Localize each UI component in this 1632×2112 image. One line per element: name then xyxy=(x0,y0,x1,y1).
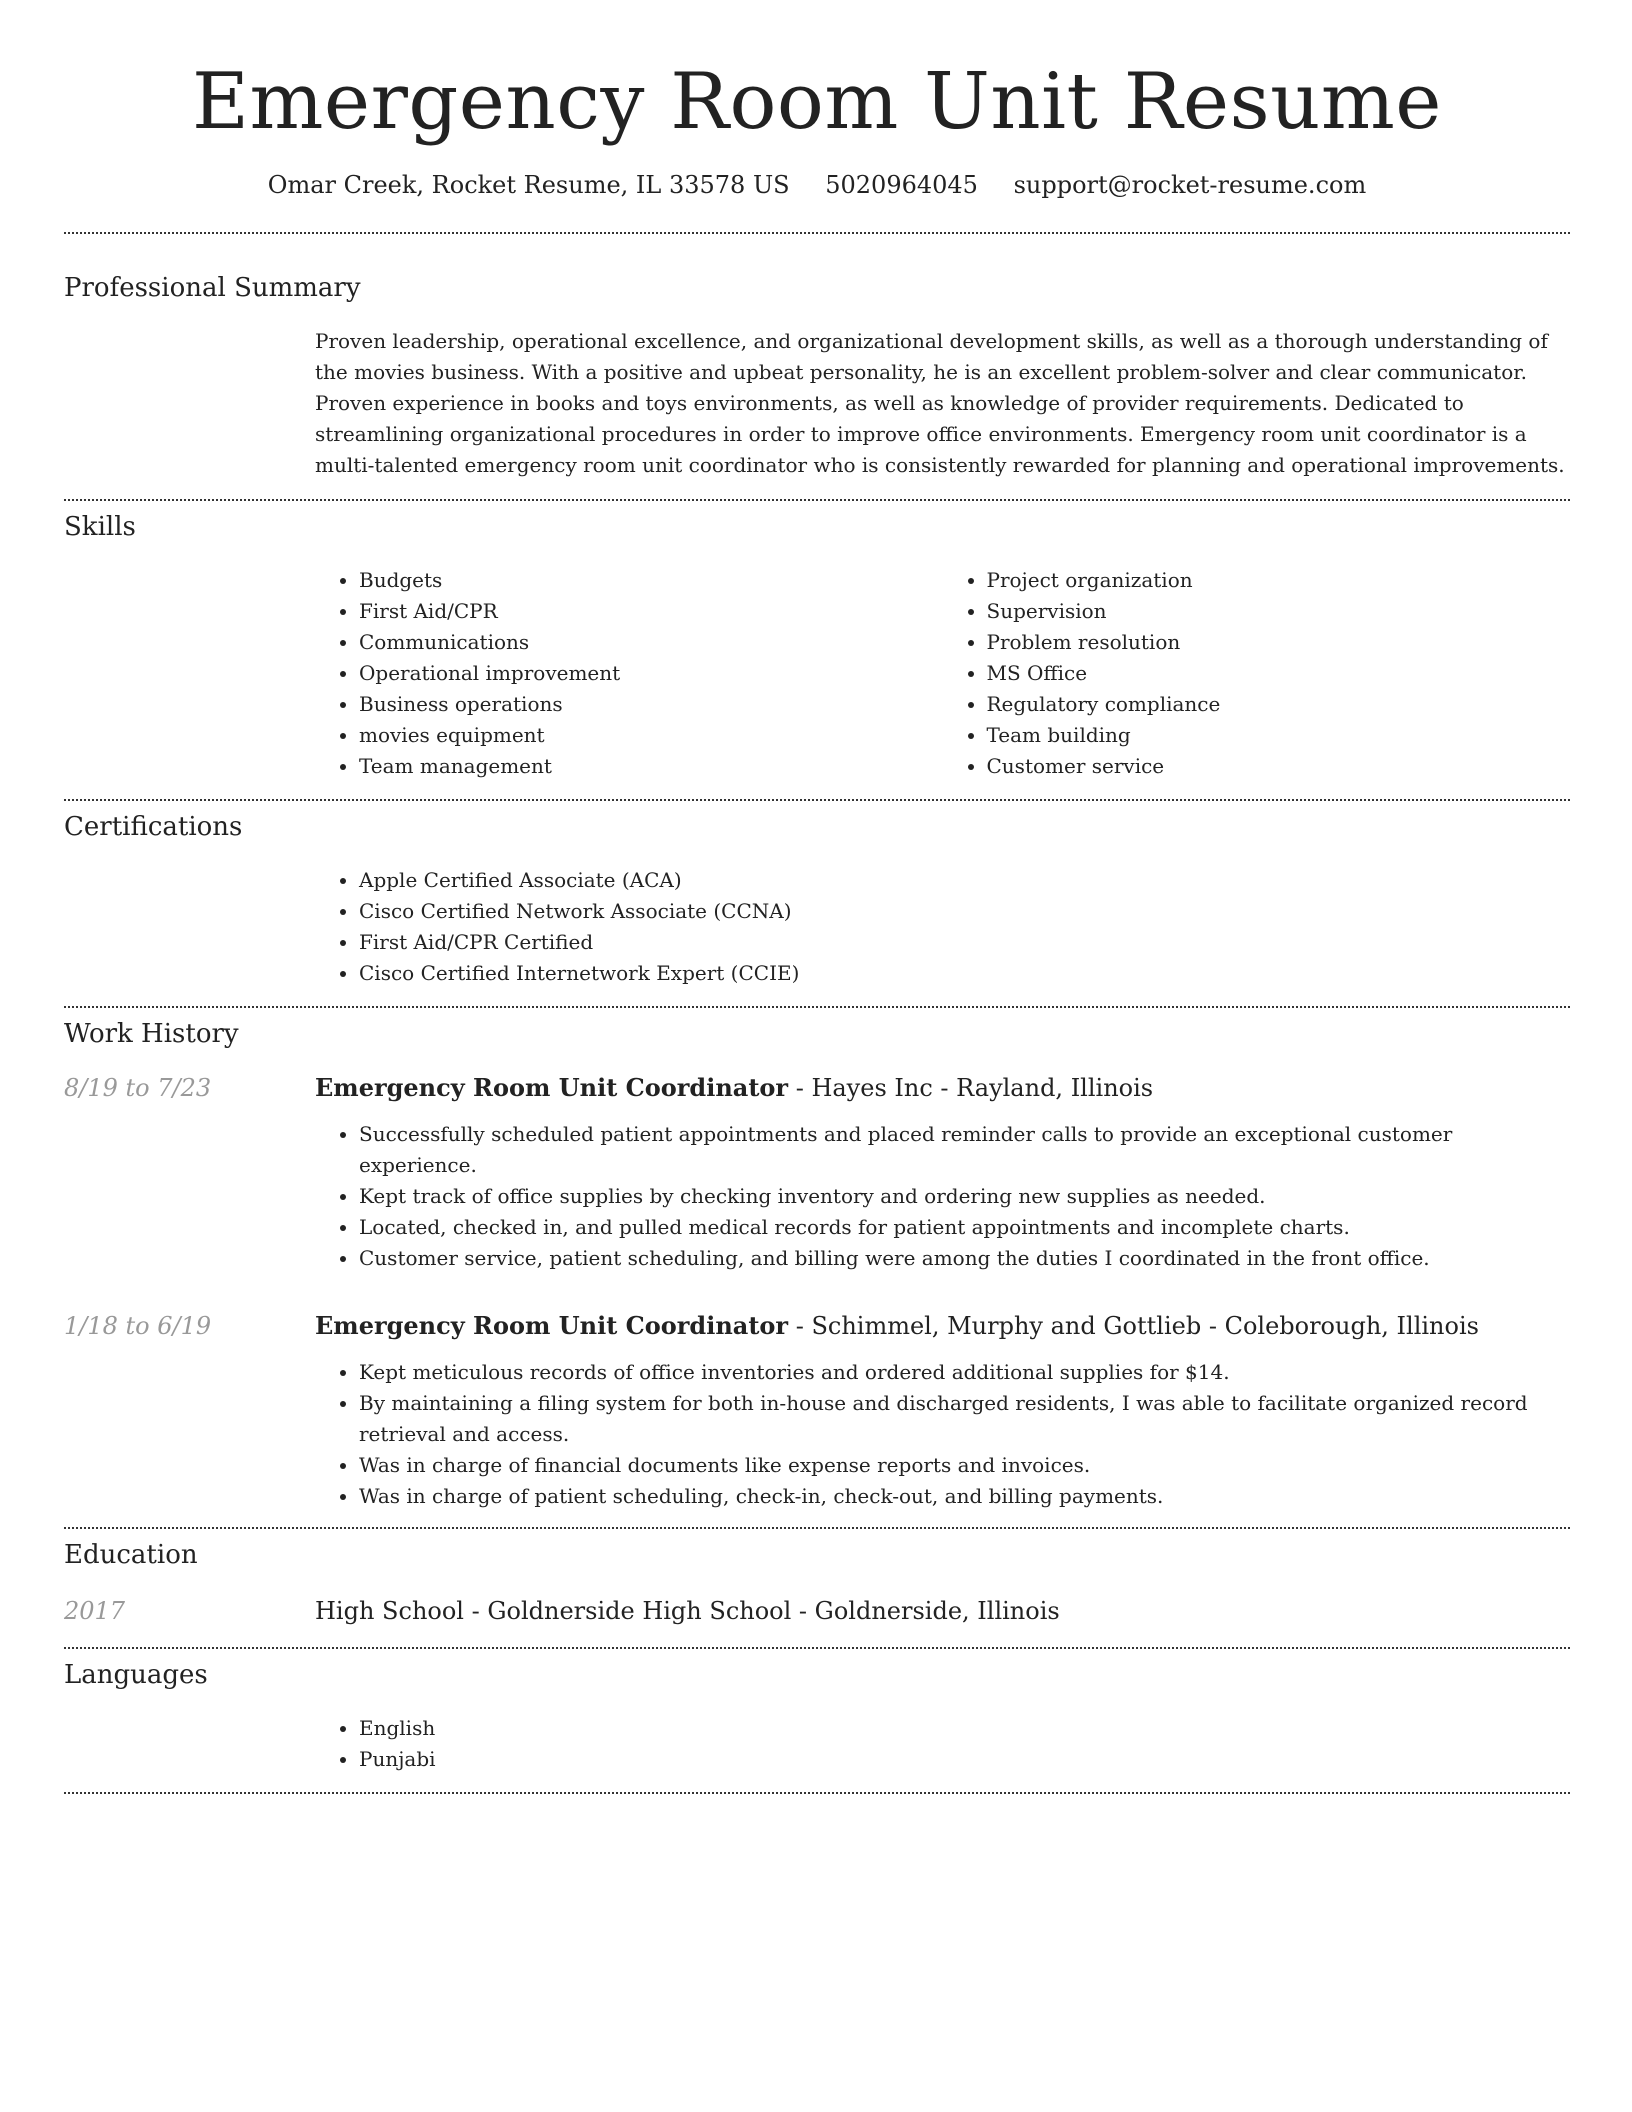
job-dates: 8/19 to 7/23 xyxy=(64,1074,212,1102)
section-title-education: Education xyxy=(64,1540,198,1570)
divider xyxy=(64,799,1570,801)
education-heading xyxy=(315,1595,1570,1627)
skills-list-right xyxy=(943,565,1571,782)
separator: - xyxy=(788,1312,812,1340)
list-item: • Communications xyxy=(359,627,943,658)
languages-list xyxy=(315,1713,1570,1775)
separator: - xyxy=(463,1597,488,1625)
divider xyxy=(64,1792,1570,1794)
separator: - xyxy=(1201,1312,1225,1340)
contact-phone: 5020964045 xyxy=(825,171,978,199)
divider xyxy=(64,1527,1570,1529)
education-location: Goldnerside, Illinois xyxy=(814,1597,1060,1625)
job-duties xyxy=(315,1119,1570,1274)
job-location: Coleborough, Illinois xyxy=(1224,1312,1479,1340)
summary-text: Proven leadership, operational excellence, and organizational development skills, as well as a thorough understanding of the movies business. With a positive and upbeat personality, he is an excellent problem-solver and clear communicator. Proven experience in books and toys environments, as well as knowledge of provider requirements. Dedicated to streamlining organizational procedures in order to improve office environments. Emergency room unit coordinator is a multi-talented emergency room unit coordinator who is consistently rewarded for planning and operational improvements. xyxy=(315,329,1565,477)
list-item: • Regulatory compliance xyxy=(987,689,1571,720)
section-languages xyxy=(64,1659,1570,1775)
divider xyxy=(64,499,1570,501)
list-item: • Project organization xyxy=(987,565,1571,596)
list-item: • Cisco Certified Internetwork Expert (CCIE) xyxy=(359,958,1570,989)
list-item: • Team building xyxy=(987,720,1571,751)
list-item: • First Aid/CPR Certified xyxy=(359,927,1570,958)
resume-page xyxy=(64,0,1570,1794)
list-item: • By maintaining a filing system for both in-house and discharged residents, I was able to facilitate organized record retrieval and access. xyxy=(359,1388,1570,1450)
section-title-summary: Professional Summary xyxy=(64,273,361,303)
list-item: • Team management xyxy=(359,751,943,782)
education-entry xyxy=(64,1595,1570,1627)
job-company: Hayes Inc xyxy=(811,1074,933,1102)
list-item: • Successfully scheduled patient appointments and placed reminder calls to provide an exceptional customer experience. xyxy=(359,1119,1570,1181)
list-item: • Kept meticulous records of office inventories and ordered additional supplies for $14. xyxy=(359,1357,1570,1388)
separator: - xyxy=(791,1597,815,1625)
section-summary xyxy=(64,272,1570,481)
job-role: Emergency Room Unit Coordinator xyxy=(315,1073,789,1102)
contact-email[interactable]: support@rocket-resume.com xyxy=(1013,171,1367,199)
section-title-skills: Skills xyxy=(64,512,136,542)
job-location: Rayland, Illinois xyxy=(956,1074,1154,1102)
job-duties xyxy=(315,1357,1570,1512)
skills-list-left xyxy=(315,565,943,782)
section-certifications xyxy=(64,811,1570,989)
section-skills xyxy=(64,511,1570,782)
job-dates: 1/18 to 6/19 xyxy=(64,1312,212,1340)
list-item: • Located, checked in, and pulled medical records for patient appointments and incomplete charts. xyxy=(359,1212,1570,1243)
education-school: Goldnerside High School xyxy=(487,1597,792,1625)
contact-address: Omar Creek, Rocket Resume, IL 33578 US xyxy=(267,171,790,199)
section-title-languages: Languages xyxy=(64,1660,208,1690)
list-item: • Kept track of office supplies by checking inventory and ordering new supplies as needed. xyxy=(359,1181,1570,1212)
job-role: Emergency Room Unit Coordinator xyxy=(315,1311,789,1340)
list-item: • Was in charge of financial documents like expense reports and invoices. xyxy=(359,1450,1570,1481)
job-entry xyxy=(64,1310,1570,1512)
section-title-work: Work History xyxy=(64,1019,239,1049)
section-education xyxy=(64,1539,1570,1627)
list-item: • Was in charge of patient scheduling, check-in, check-out, and billing payments. xyxy=(359,1481,1570,1512)
list-item: • Apple Certified Associate (ACA) xyxy=(359,865,1570,896)
list-item: • MS Office xyxy=(987,658,1571,689)
education-degree: High School xyxy=(315,1597,464,1625)
list-item: • Cisco Certified Network Associate (CCNA) xyxy=(359,896,1570,927)
list-item: • Problem resolution xyxy=(987,627,1571,658)
separator: - xyxy=(932,1074,957,1102)
separator: - xyxy=(788,1074,812,1102)
list-item: • Customer service, patient scheduling, and billing were among the duties I coordinated in the front office. xyxy=(359,1243,1570,1274)
section-work-history xyxy=(64,1018,1570,1512)
divider xyxy=(64,1006,1570,1008)
certifications-list xyxy=(315,865,1570,989)
list-item: • Budgets xyxy=(359,565,943,596)
list-item: • Customer service xyxy=(987,751,1571,782)
list-item: • Operational improvement xyxy=(359,658,943,689)
resume-title: Emergency Room Unit Resume xyxy=(192,57,1442,147)
list-item: • Supervision xyxy=(987,596,1571,627)
list-item: • Business operations xyxy=(359,689,943,720)
list-item: • English xyxy=(359,1713,1570,1744)
divider xyxy=(64,1647,1570,1649)
divider xyxy=(64,232,1570,234)
job-heading xyxy=(315,1072,1570,1104)
education-year: 2017 xyxy=(64,1597,126,1625)
job-heading xyxy=(315,1310,1570,1342)
list-item: • movies equipment xyxy=(359,720,943,751)
contact-line xyxy=(64,168,1570,202)
job-company: Schimmel, Murphy and Gottlieb xyxy=(811,1312,1202,1340)
list-item: • Punjabi xyxy=(359,1744,1570,1775)
job-entry xyxy=(64,1072,1570,1274)
list-item: • First Aid/CPR xyxy=(359,596,943,627)
section-title-certifications: Certifications xyxy=(64,812,243,842)
